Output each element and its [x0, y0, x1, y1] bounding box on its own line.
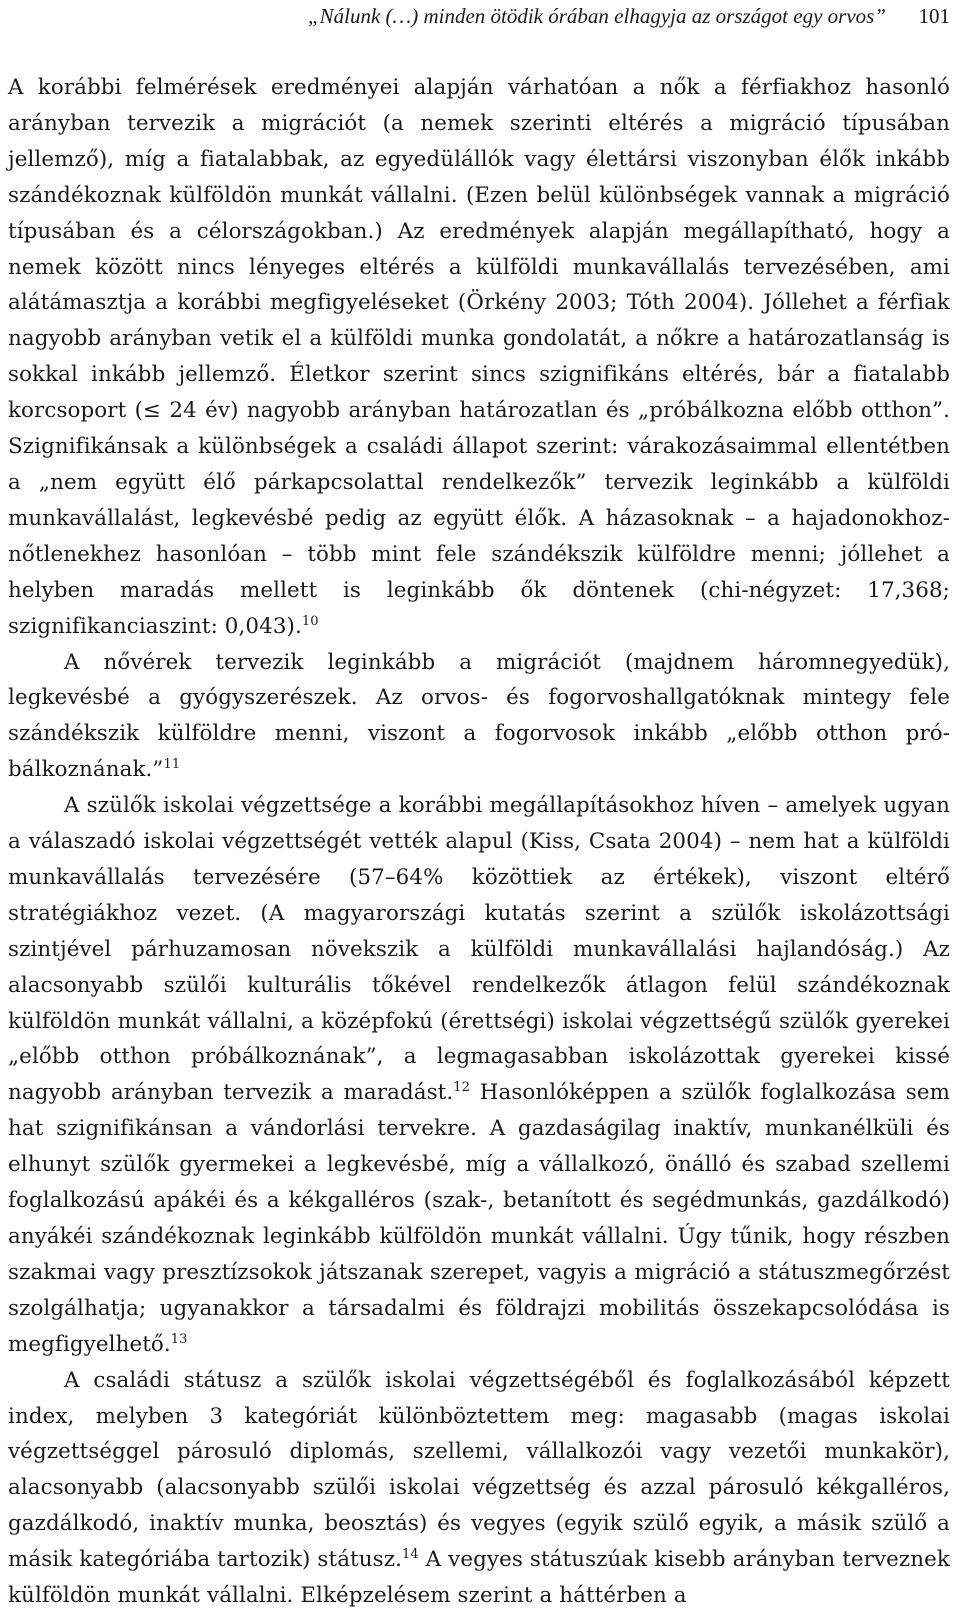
- paragraph-4: [8, 1363, 950, 1614]
- running-title: „Nálunk (…) minden ötödik órában elhagyja az országot egy orvos”: [307, 4, 886, 28]
- footnote-ref[interactable]: 10: [301, 613, 319, 629]
- paragraph-1: [8, 70, 950, 645]
- paragraph-text: A családi státusz a szülők iskolai végzettségéből és foglalkozásából képzett index, melyben 3 kategóriát különböztettem meg: magasabb (magas iskolai végzettséggel párosuló diplomás, szellemi, vállalkozói vagy vezetői munkakör), alacsonyabb (alacsonyabb szülői iskolai végzettség és azzal párosuló kékgalléros, gazdálkodó, inaktív munka, beosztás) és vegyes (egyik szülő egyik, a másik szülő a másik kategóriába tartozik) státusz.: [8, 1367, 950, 1573]
- paragraph-text-continued: Hasonlóképpen a szülők foglalkozása sem hat szignifikánsan a vándorlási tervekre. A gazdaságilag inaktív, munkanélküli és elhunyt szülők gyermekei a legkevésbé, míg a vállalkozó, önálló és szabad szellemi foglalkozású apákéi és a kékgalléros (szak-, betanított és segédmunkás, gazdálkodó) anyákéi szándékoznak leginkább külföldön munkát vállalni. Úgy tűnik, hogy részben szakmai vagy presztízsokok játszanak szerepet, vagyis a migráció a státuszmegőrzést szolgálhatja; ugyanakkor a társadalmi és földrajzi mobilitás összekapcsolódása is megfigyelhető.: [8, 1080, 951, 1357]
- paragraph-text: A szülők iskolai végzettsége a korábbi megállapításokhoz híven – amelyek ugyan a válaszadó iskolai végzettségét vették alapul (Kiss, Csata 2004) – nem hat a külföldi munkavállalás tervezésére (57–64% közöttiek az értékek), viszont eltérő stratégiákhoz vezet. (A magyarországi kutatás szerint a szülők iskolázottsági szintjével párhuzamosan növekszik a külföldi munkavállalási hajlandóság.) Az alacsonyabb szülői kulturális tőkével rendelkezők átlagon felül szándékoznak külföldön munkát vállalni, a középfokú (érettségi) iskolai végzettségű szülők gyerekei „előbb otthon próbálkoznának”, a legmagasabban iskolázottak gyerekei kissé nagyobb arányban tervezik a maradást.: [8, 793, 950, 1106]
- footnote-ref[interactable]: 14: [401, 1547, 419, 1563]
- page: [8, 0, 950, 1614]
- footnote-ref[interactable]: 12: [453, 1080, 471, 1096]
- paragraph-text: A korábbi felmérések eredményei alapján várhatóan a nők a férfiakhoz hasonló arányban tervezik a migrációt (a nemek szerinti eltérés a migráció típusában jellemző), míg a fiatalabbak, az egyedülállók vagy élettársi viszonyban élők inkább szándékoznak külföldön munkát vállalni. (Ezen belül különbségek vannak a migráció típusában és a célországokban.) Az eredmények alapján megállapítható, hogy a nemek között nincs lényeges eltérés a külföldi munkavállalás tervezésében, ami alátámasztja a korábbi megfigyeléseket (Örkény 2003; Tóth 2004). Jóllehet a férfiak nagyobb arányban vetik el a külföldi munka gondolatát, a nőkre a határozatlanság is sokkal inkább jellemző. Életkor szerint sincs szignifikáns eltérés, bár a fiatalabb korcsoport (≤ 24 év) nagyobb arányban határozatlan és „próbálkozna előbb otthon”. Szignifikánsak a különbségek a családi állapot szerint: várakozásaimmal ellentétben a „nem együtt élő párkapcsolattal rendelkezők” tervezik leginkább a külföldi munkavállalást, legkevésbé pedig az együtt élők. A házasoknak – a hajadonokhoz-nőtlenekhez hasonlóan – több mint fele szándékszik külföldre menni; jóllehet a helyben maradás mellett is leginkább ők döntenek (chi-négyzet: 17,368; szignifikanciaszint: 0,043).: [8, 75, 950, 639]
- page-number: 101: [918, 4, 950, 28]
- paragraph-3: [8, 788, 950, 1363]
- paragraph-2: [8, 645, 950, 789]
- footnote-ref[interactable]: 13: [170, 1331, 188, 1347]
- paragraph-text: A nővérek tervezik leginkább a migrációt (majdnem háromnegyedük), legkevésbé a gyógyszerészek. Az orvos- és fogorvoshallgatóknak mintegy fele szándékszik külföldre menni, viszont a fogorvosok inkább „előbb otthon próbálkoznának.”: [8, 649, 950, 783]
- page-header: [8, 0, 950, 32]
- body-text: [8, 70, 950, 1614]
- paragraph-text-continued: A vegyes státuszúak kisebb arányban terveznek külföldön munkát vállalni. Elképzelésem szerint a háttérben a: [8, 1547, 950, 1609]
- footnote-ref[interactable]: 11: [163, 757, 181, 773]
